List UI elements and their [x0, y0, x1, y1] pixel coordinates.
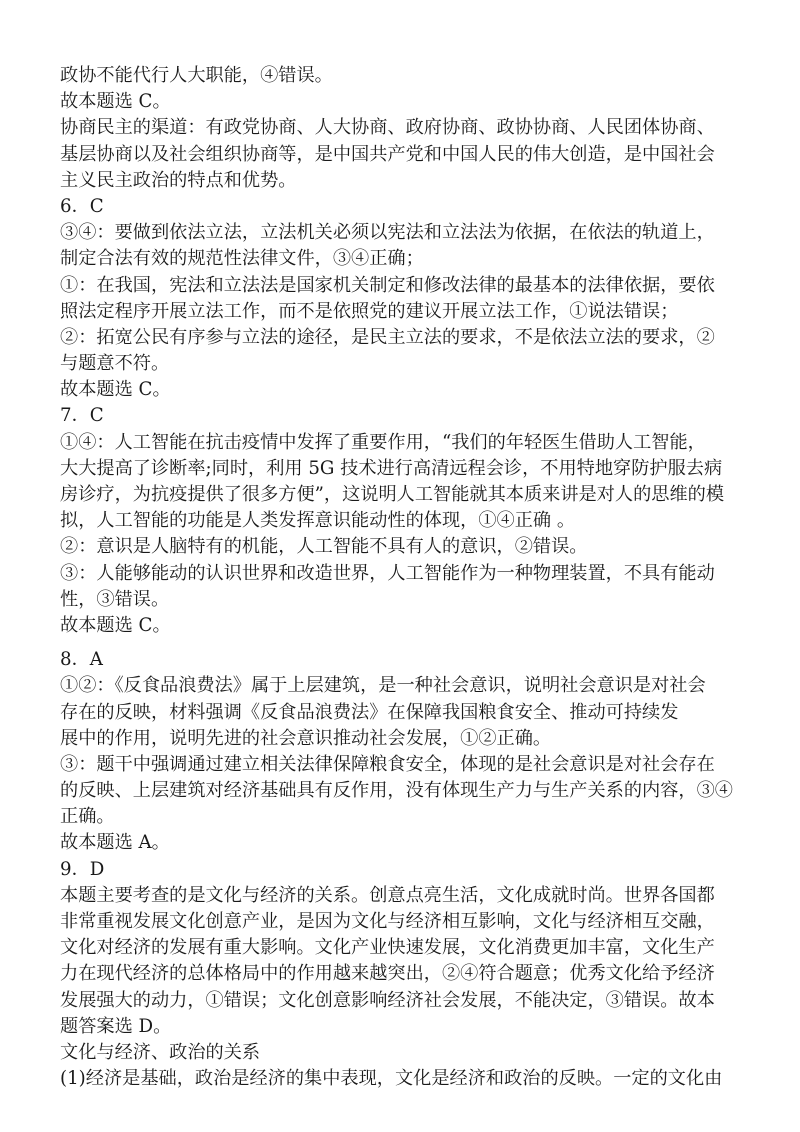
- text-line: 政协不能代行人大职能，④错误。: [60, 65, 333, 86]
- text-line: ③：题干中强调通过建立相关法律保障粮食安全，体现的是社会意识是对社会存在: [60, 753, 715, 775]
- text-line: 故本题选 C。: [60, 614, 171, 636]
- text-line: 制定合法有效的规范性法律文件，③④正确；: [60, 248, 424, 270]
- text-line: ②：拓宽公民有序参与立法的途径，是民主立法的要求，不是依法立法的要求，②: [60, 326, 715, 348]
- text-line: 故本题选 C。: [60, 379, 171, 401]
- text-line: 基层协商以及社会组织协商等，是中国共产党和中国人民的伟大创造，是中国社会: [60, 143, 715, 165]
- text-line: 题答案选 D。: [60, 1015, 172, 1037]
- text-line: 力在现代经济的总体格局中的作用越来越突出，②④符合题意；优秀文化给予经济: [60, 963, 715, 985]
- text-line: 发展强大的动力，①错误；文化创意影响经济社会发展，不能决定，③错误。故本: [60, 989, 715, 1011]
- text-line: 6．C: [60, 195, 104, 217]
- text-line: 故本题选 C。: [60, 91, 171, 113]
- text-line: 正确。: [60, 806, 115, 828]
- text-line: 照法定程序开展立法工作，而不是依照党的建议开展立法工作，①说法错误；: [60, 300, 679, 322]
- text-line: ③：人能够能动的认识世界和改造世界，人工智能作为一种物理装置，不具有能动: [60, 562, 715, 584]
- text-line: ①④：人工智能在抗击疫情中发挥了重要作用，“我们的年轻医生借助人工智能，: [60, 431, 706, 453]
- text-line: ②：意识是人脑特有的机能，人工智能不具有人的意识，②错误。: [60, 536, 588, 558]
- text-line: 性，③错误。: [60, 588, 170, 610]
- text-line: 的反映、上层建筑对经济基础具有反作用，没有体现生产力与生产关系的内容，③④: [60, 780, 733, 802]
- text-line: 主义民主政治的特点和优势。: [60, 169, 297, 191]
- text-line: 拟，人工智能的功能是人类发挥意识能动性的体现，①④正确 。: [60, 510, 576, 532]
- text-line: 房诊疗，为抗疫提供了很多方便”，这说明人工智能就其本质来讲是对人的思维的模: [60, 484, 725, 505]
- body-text: [60, 63, 752, 1092]
- text-line: (1)经济是基础，政治是经济的集中表现，文化是经济和政治的反映。一定的文化由: [60, 1068, 723, 1090]
- text-line: 协商民主的渠道：有政党协商、人大协商、政府协商、政协协商、人民团体协商、: [60, 117, 715, 139]
- text-line: 文化与经济、政治的关系: [60, 1041, 261, 1063]
- text-line: 大大提高了诊断率;同时，利用 5G 技术进行高清远程会诊，不用特地穿防护服去病: [60, 457, 723, 479]
- text-line: ①：在我国，宪法和立法法是国家机关制定和修改法律的最基本的法律依据，要依: [60, 274, 715, 296]
- text-line: 本题主要考查的是文化与经济的关系。创意点亮生活，文化成就时尚。世界各国都: [60, 884, 715, 906]
- text-line: 7．C: [60, 405, 104, 427]
- text-line: 8．A: [60, 649, 103, 671]
- text-line: 故本题选 A。: [60, 832, 170, 854]
- text-line: ①②：《反食品浪费法》属于上层建筑，是一种社会意识，说明社会意识是对社会: [60, 675, 706, 697]
- text-line: 文化对经济的发展有重大影响。文化产业快速发展，文化消费更加丰富，文化生产: [60, 937, 715, 959]
- text-line: 展中的作用，说明先进的社会意识推动社会发展，①②正确。: [60, 727, 552, 749]
- text-line: 非常重视发展文化创意产业，是因为文化与经济相互影响，文化与经济相互交融，: [60, 911, 715, 932]
- text-line: 存在的反映，材料强调《反食品浪费法》在保障我国粮食安全、推动可持续发: [60, 701, 679, 723]
- text-line: 9．D: [60, 858, 105, 880]
- blank-line: [60, 639, 752, 647]
- text-line: ③④：要做到依法立法，立法机关必须以宪法和立法法为依据，在依法的轨道上，: [60, 222, 715, 244]
- text-line: 与题意不符。: [60, 353, 170, 375]
